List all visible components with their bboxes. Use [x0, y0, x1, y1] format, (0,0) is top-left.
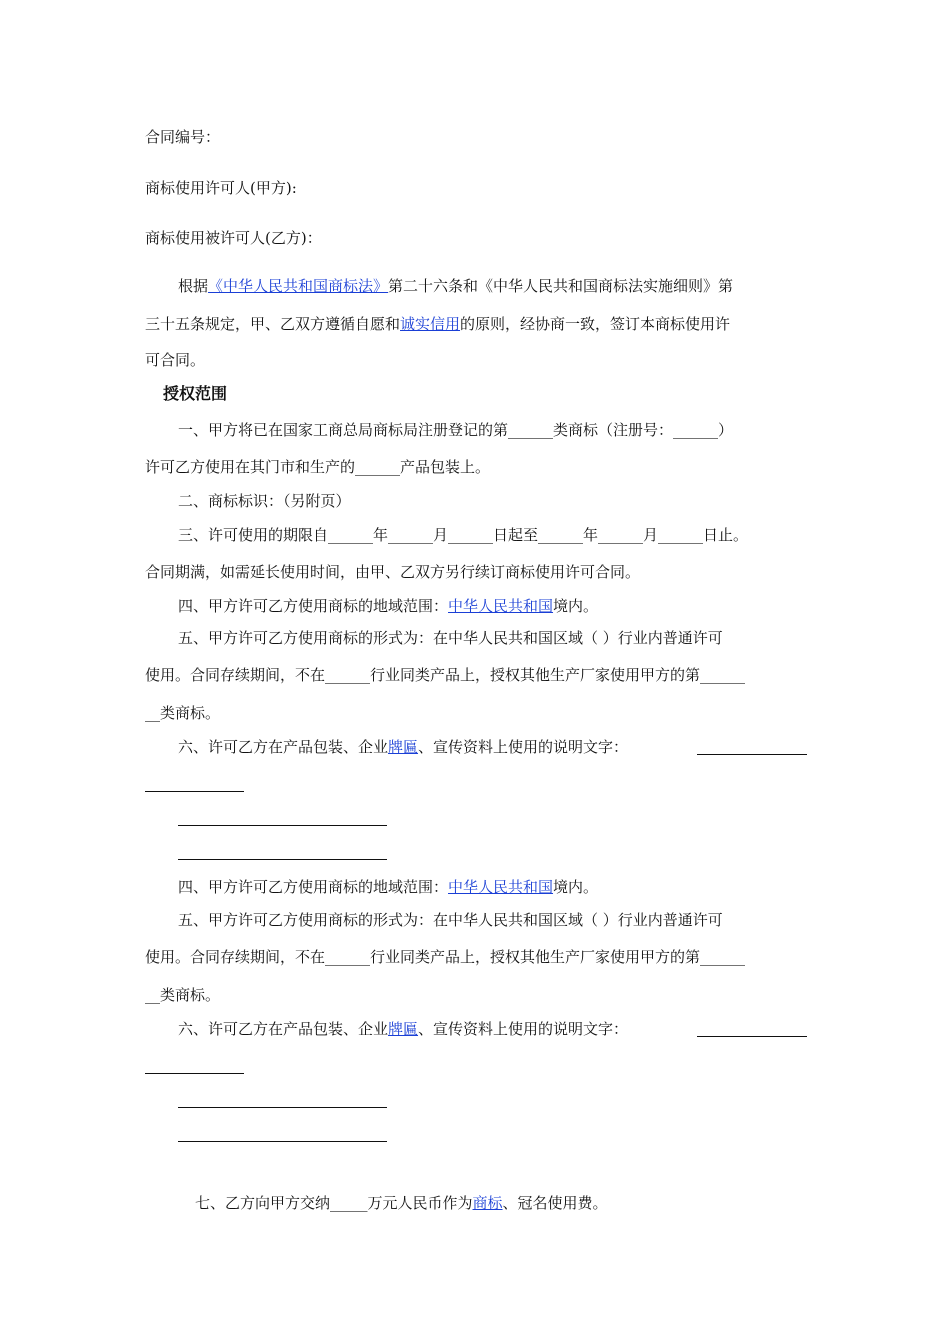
clause-text: 境内。 [553, 597, 599, 615]
intro-text: 的原则，经协商一致，签订本商标使用许 [460, 315, 731, 333]
intro-text: 根据 [178, 277, 209, 295]
clause-text: 境内。 [553, 878, 599, 896]
licensor-label: 商标使用许可人(甲方): [145, 179, 297, 197]
clause-5-line-2: 使用。合同存续期间，不在______行业同类产品上，授权其他生产厂家使用甲方的第______ [145, 666, 746, 684]
plaque-link[interactable]: 牌匾 [388, 1020, 419, 1038]
blank-line [178, 825, 387, 826]
clause-4-repeat [178, 877, 598, 897]
clause-5-line-1: 五、甲方许可乙方使用商标的形式为：在中华人民共和国区域（ ）行业内普通许可 [178, 629, 723, 647]
clause-text: 四、甲方许可乙方使用商标的地域范围： [178, 878, 449, 896]
blank-line [145, 791, 244, 792]
contract-number-label: 合同编号： [145, 128, 221, 146]
clause-5-repeat-line-1: 五、甲方许可乙方使用商标的形式为：在中华人民共和国区域（ ）行业内普通许可 [178, 911, 723, 929]
trademark-link[interactable]: 商标 [472, 1194, 503, 1212]
clause-text: 、宣传资料上使用的说明文字： [418, 1020, 629, 1038]
clause-4 [178, 596, 598, 616]
clause-text: 六、许可乙方在产品包装、企业 [178, 1020, 389, 1038]
intro-line-3: 可合同。 [145, 351, 206, 369]
good-faith-link[interactable]: 诚实信用 [400, 315, 461, 333]
licensee-label: 商标使用被许可人(乙方)： [145, 229, 322, 247]
clause-5-repeat-line-2: 使用。合同存续期间，不在______行业同类产品上，授权其他生产厂家使用甲方的第______ [145, 948, 746, 966]
clause-text: 七、乙方向甲方交纳_____万元人民币作为 [195, 1194, 473, 1212]
intro-text: 三十五条规定，甲、乙双方遵循自愿和 [145, 315, 401, 333]
clause-5-line-3: __类商标。 [145, 704, 221, 722]
intro-line-2 [145, 314, 730, 334]
prc-link[interactable]: 中华人民共和国 [448, 597, 554, 615]
intro-text: 第二十六条和《中华人民共和国商标法实施细则》第 [388, 277, 734, 295]
clause-1-line-2: 许可乙方使用在其门市和生产的______产品包装上。 [145, 458, 491, 476]
clause-text: 、宣传资料上使用的说明文字： [418, 738, 629, 756]
prc-link[interactable]: 中华人民共和国 [448, 878, 554, 896]
blank-line [697, 1036, 807, 1037]
clause-2: 二、商标标识：（另附页） [178, 492, 351, 510]
clause-text: 六、许可乙方在产品包装、企业 [178, 738, 389, 756]
clause-6-repeat [178, 1019, 628, 1039]
blank-line [697, 754, 807, 755]
plaque-link[interactable]: 牌匾 [388, 738, 419, 756]
clause-text: 四、甲方许可乙方使用商标的地域范围： [178, 597, 449, 615]
intro-line-1 [178, 276, 733, 296]
clause-3-line-2: 合同期满，如需延长使用时间，由甲、乙双方另行续订商标使用许可合同。 [145, 563, 641, 581]
clause-6 [178, 737, 628, 757]
clause-7 [195, 1193, 608, 1213]
blank-line [178, 1107, 387, 1108]
clause-text: 、冠名使用费。 [502, 1194, 608, 1212]
clause-5-repeat-line-3: __类商标。 [145, 986, 221, 1004]
blank-line [178, 859, 387, 860]
clause-3-line-1: 三、许可使用的期限自______年______月______日起至______年______月______日止。 [178, 526, 749, 544]
section-title: 授权范围 [163, 384, 228, 403]
blank-line [178, 1141, 387, 1142]
clause-1-line-1: 一、甲方将已在国家工商总局商标局注册登记的第______类商标（注册号：______） [178, 421, 734, 439]
blank-line [145, 1073, 244, 1074]
trademark-law-link[interactable]: 《中华人民共和国商标法》 [208, 277, 389, 295]
